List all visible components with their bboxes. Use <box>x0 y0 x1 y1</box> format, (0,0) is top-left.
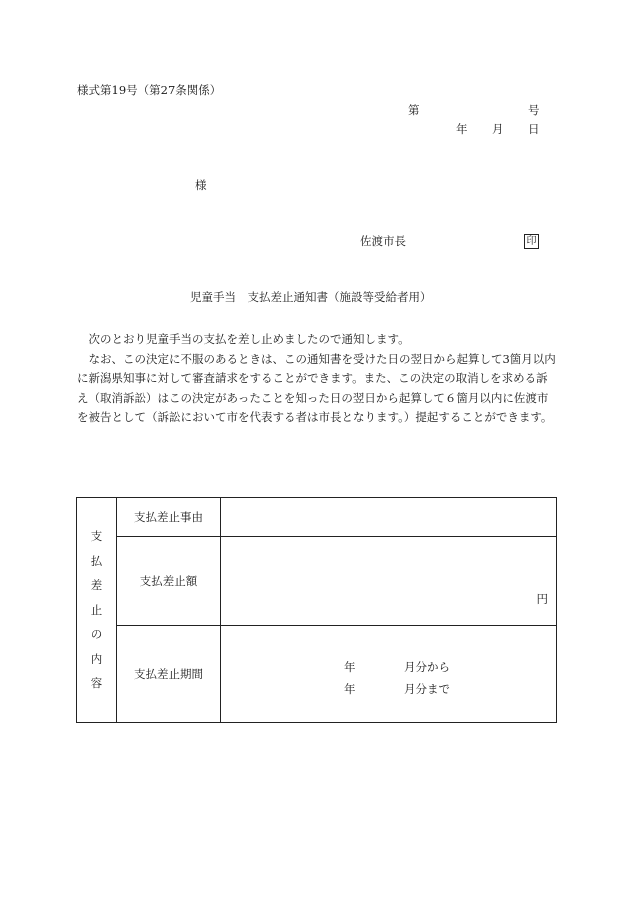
date-month: 月 <box>492 122 504 136</box>
vertical-char: 容 <box>90 676 103 691</box>
doc-number-prefix: 第 <box>408 103 420 117</box>
payment-suspension-table <box>76 497 557 723</box>
vertical-char: の <box>90 627 103 642</box>
paragraph-1: 次のとおり児童手当の支払を差し止めましたので通知します。 <box>88 332 410 346</box>
vertical-char: 差 <box>90 578 103 593</box>
reason-label: 支払差止事由 <box>117 498 221 537</box>
period-to-month: 月分まで <box>404 682 450 696</box>
vertical-char: 支 <box>90 529 103 544</box>
form-number: 様式第19号（第27条関係） <box>77 83 222 97</box>
vertical-char: 止 <box>90 602 103 617</box>
period-from-year: 年 <box>344 660 356 674</box>
period-value <box>221 626 557 723</box>
date-day: 日 <box>528 122 540 136</box>
seal-stamp: 印 <box>524 234 539 249</box>
seal-mark <box>524 234 539 249</box>
period-lines <box>344 656 450 700</box>
addressee-suffix: 様 <box>195 178 207 192</box>
period-to-year: 年 <box>344 682 356 696</box>
period-from-month: 月分から <box>404 660 450 674</box>
paragraph-2: なお、この決定に不服のあるときは、この通知書を受けた日の翌日から起算して3箇月以内に新潟県知事に対して審査請求をすることができます。また、この決定の取消しを求める訴え（取消訴訟）はこの決定があったことを知った日の翌日から起算して６箇月以内に佐渡市を被告として（訴訟において市を代表する者は市長となります。）提起することができます。 <box>77 351 556 424</box>
amount-value <box>221 537 557 626</box>
yen-unit: 円 <box>536 592 548 606</box>
period-to <box>344 678 450 700</box>
doc-number-suffix: 号 <box>528 103 540 117</box>
amount-label: 支払差止額 <box>117 537 221 626</box>
reason-value <box>221 498 557 537</box>
vertical-char: 払 <box>90 553 103 568</box>
document-title: 児童手当 支払差止通知書（施設等受給者用） <box>190 290 432 304</box>
vertical-header-cell <box>77 498 117 723</box>
date-year: 年 <box>456 122 468 136</box>
body-text <box>77 330 559 428</box>
period-label: 支払差止期間 <box>117 626 221 723</box>
vertical-char: 内 <box>90 651 103 666</box>
period-from <box>344 656 450 678</box>
issuer-title: 佐渡市長 <box>360 234 406 248</box>
